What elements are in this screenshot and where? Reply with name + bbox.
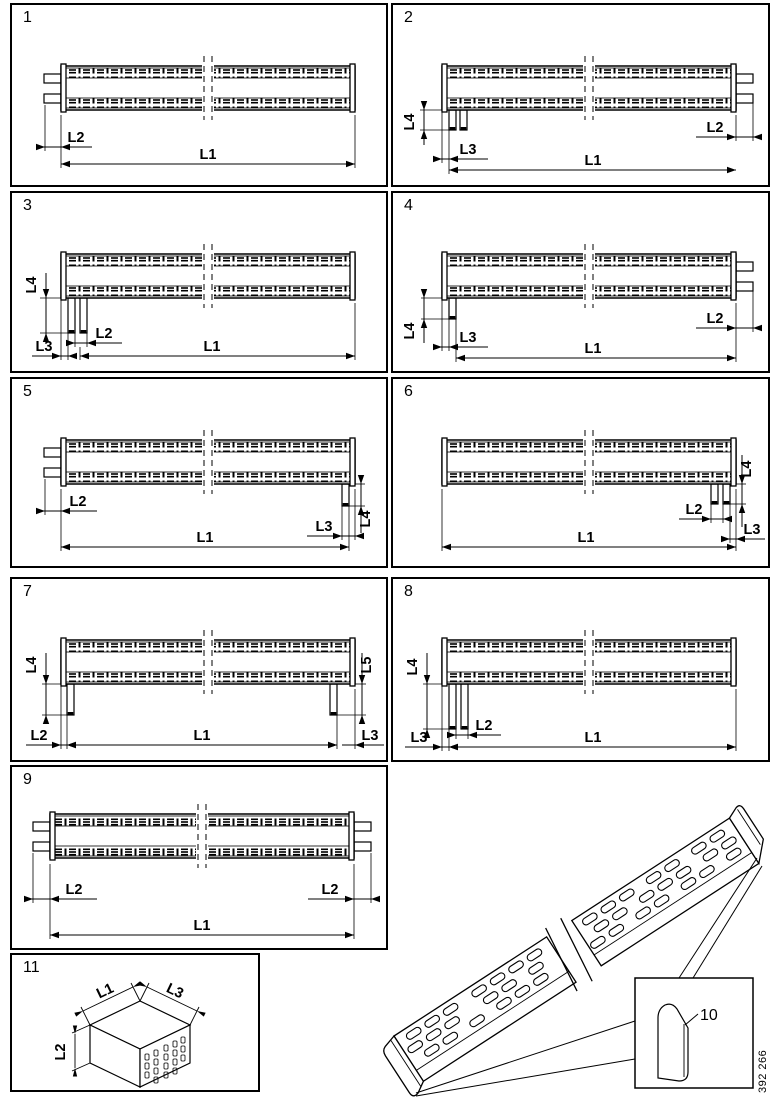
end-cap-left xyxy=(61,438,66,486)
down-pin xyxy=(449,684,456,729)
down-pin xyxy=(80,298,87,333)
panel-number-11: 11 xyxy=(23,959,40,976)
end-cap-left xyxy=(442,252,447,300)
side-pin-right xyxy=(736,94,753,103)
panel-8 xyxy=(391,577,770,762)
dim-label-l1: L1 xyxy=(584,730,602,746)
dim-label-l3: L3 xyxy=(315,519,333,535)
panel-number-6: 6 xyxy=(404,383,413,400)
side-pin-left xyxy=(33,842,50,851)
dim-label-l4: L4 xyxy=(402,322,418,340)
down-pin-tip xyxy=(68,712,74,715)
end-cap-left xyxy=(442,438,447,486)
arrowhead xyxy=(80,353,89,359)
busbar-body xyxy=(442,56,753,130)
busbar-perspective-view xyxy=(380,790,778,1100)
side-pin-right xyxy=(736,74,753,83)
down-pin xyxy=(68,298,75,333)
arrowhead xyxy=(50,932,59,938)
busbar-body xyxy=(442,430,736,504)
side-pin-left xyxy=(44,94,61,103)
side-pin-left xyxy=(44,74,61,83)
busbar-variant-9-drawing xyxy=(12,767,386,948)
down-pin xyxy=(461,684,468,729)
busbar-variant-8-drawing xyxy=(393,579,768,760)
dim-label-l3: L3 xyxy=(459,330,477,346)
busbar-variant-5-drawing xyxy=(12,379,386,566)
arrowhead xyxy=(449,744,458,750)
panel-7 xyxy=(10,577,388,762)
arrowhead xyxy=(52,353,61,359)
down-pin-tip xyxy=(450,127,456,130)
arrowhead xyxy=(421,130,427,139)
drawing-number: 392 266 xyxy=(757,1049,769,1093)
arrowhead xyxy=(36,508,45,514)
dim-label-l2: L2 xyxy=(53,1043,69,1061)
dim-label-l2: L2 xyxy=(475,718,493,734)
dim-label-l3: L3 xyxy=(410,730,428,746)
panel-2 xyxy=(391,3,770,187)
inset-detail-box xyxy=(635,978,753,1088)
end-cap-left xyxy=(61,252,66,300)
arrowhead xyxy=(421,289,427,298)
dim-label-l1: L1 xyxy=(193,918,211,934)
arrowhead xyxy=(359,715,365,724)
dim-label-l1: L1 xyxy=(199,147,217,163)
arrowhead xyxy=(449,156,458,162)
end-cap-left xyxy=(442,638,447,686)
arrowhead xyxy=(449,167,458,173)
busbar-body xyxy=(33,804,371,868)
arrowhead xyxy=(753,134,762,140)
panel-9 xyxy=(10,765,388,950)
arrowhead xyxy=(36,144,45,150)
end-cap-right xyxy=(731,252,736,300)
panel-number-9: 9 xyxy=(23,771,32,788)
busbar-variant-7-drawing xyxy=(12,579,386,760)
down-pin-tip xyxy=(462,726,468,729)
down-pin-tip xyxy=(450,316,456,319)
end-block-iso-drawing xyxy=(12,955,258,1090)
arrowhead xyxy=(340,544,349,550)
dim-label-l5: L5 xyxy=(359,656,375,674)
arrowhead xyxy=(421,319,427,328)
panel-5 xyxy=(10,377,388,568)
busbar-variant-3-drawing xyxy=(12,193,386,371)
dim-label-l1: L1 xyxy=(203,339,221,355)
arrowhead xyxy=(421,101,427,110)
end-cap-left xyxy=(61,64,66,112)
arrowhead xyxy=(43,675,49,684)
end-cap-right xyxy=(731,64,736,112)
arrowhead xyxy=(702,516,711,522)
arrowhead xyxy=(727,355,736,361)
down-pin-tip xyxy=(343,503,349,506)
busbar-segment-1 xyxy=(394,937,576,1081)
dim-label-l1: L1 xyxy=(584,341,602,357)
arrowhead xyxy=(727,325,736,331)
arrowhead xyxy=(355,533,364,539)
arrowhead xyxy=(66,340,75,346)
end-cap-left xyxy=(50,812,55,860)
side-pin-left xyxy=(44,468,61,477)
arrowhead xyxy=(345,932,354,938)
arrowhead xyxy=(346,161,355,167)
arrowhead xyxy=(739,504,745,513)
busbar-body xyxy=(442,244,753,319)
end-cap-left xyxy=(442,64,447,112)
busbar-body xyxy=(61,244,355,333)
panel-number-2: 2 xyxy=(404,9,413,26)
dim-label-l4: L4 xyxy=(405,658,421,676)
arrowhead xyxy=(52,742,61,748)
down-pin xyxy=(330,684,337,715)
arrowhead xyxy=(721,536,730,542)
dim-label-l3: L3 xyxy=(743,522,761,538)
callout-number-10: 10 xyxy=(700,1007,718,1024)
down-pin xyxy=(67,684,74,715)
end-cap-right xyxy=(350,638,355,686)
arrowhead xyxy=(727,134,736,140)
panel-number-5: 5 xyxy=(23,383,32,400)
dim-label-l2: L2 xyxy=(95,326,113,342)
dim-label-l2: L2 xyxy=(706,120,724,136)
down-pin-tip xyxy=(461,127,467,130)
down-pin-tip xyxy=(69,330,75,333)
dim-label-l2a: L2 xyxy=(65,882,83,898)
arrowhead xyxy=(50,896,59,902)
dim-label-l2b: L2 xyxy=(321,882,339,898)
dim-label-l1: L1 xyxy=(196,530,214,546)
arrowhead xyxy=(358,475,364,484)
dim-label-l2: L2 xyxy=(69,494,87,510)
panel-6 xyxy=(391,377,770,568)
arrowhead xyxy=(24,896,33,902)
arrowhead xyxy=(43,715,49,724)
arrowhead xyxy=(433,156,442,162)
arrowhead xyxy=(433,744,442,750)
panel-number-8: 8 xyxy=(404,583,413,600)
arrowhead xyxy=(68,353,77,359)
busbar-variant-1-drawing xyxy=(12,5,386,185)
arrowhead xyxy=(424,675,430,684)
down-pin-tip xyxy=(331,712,337,715)
arrowhead xyxy=(447,732,456,738)
end-cap-right xyxy=(350,64,355,112)
arrowhead xyxy=(43,289,49,298)
dim-label-l2: L2 xyxy=(706,311,724,327)
side-pin-right xyxy=(736,262,753,271)
dim-label-l2: L2 xyxy=(30,728,48,744)
panel-number-4: 4 xyxy=(404,197,413,214)
arrowhead xyxy=(61,544,70,550)
arrowhead xyxy=(449,344,458,350)
side-pin-right xyxy=(354,822,371,831)
dim-label-l2: L2 xyxy=(685,502,703,518)
dim-label-l4: L4 xyxy=(24,276,40,294)
side-pin-left xyxy=(44,448,61,457)
dim-label-l4: L4 xyxy=(358,510,374,528)
arrowhead xyxy=(433,344,442,350)
dim-label-l3: L3 xyxy=(35,339,53,355)
busbar-body xyxy=(44,430,355,506)
dim-label-l4: L4 xyxy=(402,113,418,131)
arrowhead xyxy=(67,742,76,748)
dim-label-l4: L4 xyxy=(739,460,755,478)
busbar-body xyxy=(61,630,355,715)
dim-label-l1: L1 xyxy=(193,728,211,744)
down-pin xyxy=(342,484,349,506)
busbar-body xyxy=(44,56,355,120)
dim-label-l1: L1 xyxy=(584,153,602,169)
panel-4 xyxy=(391,191,770,373)
panel-number-3: 3 xyxy=(23,197,32,214)
side-pin-right xyxy=(736,282,753,291)
arrowhead xyxy=(456,355,465,361)
arrowhead xyxy=(723,516,732,522)
arrowhead xyxy=(371,896,380,902)
arrowhead xyxy=(333,533,342,539)
dim-label-l3: L3 xyxy=(361,728,379,744)
arrowhead xyxy=(61,161,70,167)
arrowhead xyxy=(442,544,451,550)
down-pin xyxy=(449,298,456,319)
busbar-variant-6-drawing xyxy=(393,379,768,566)
busbar-variant-4-drawing xyxy=(393,193,768,371)
arrowhead xyxy=(727,744,736,750)
arrowhead xyxy=(727,167,736,173)
arrowhead xyxy=(359,675,365,684)
down-pin-tip xyxy=(724,501,730,504)
busbar-variant-2-drawing xyxy=(393,5,768,185)
dim-label-l2: L2 xyxy=(67,130,85,146)
end-cap-left xyxy=(61,638,66,686)
down-pin-tip xyxy=(81,330,87,333)
busbar-body xyxy=(442,630,736,729)
side-pin-left xyxy=(33,822,50,831)
panel-1 xyxy=(10,3,388,187)
panel-11 xyxy=(10,953,260,1092)
dim-label-l3: L3 xyxy=(459,142,477,158)
dim-label-l4: L4 xyxy=(24,656,40,674)
end-cap-right xyxy=(731,438,736,486)
arrowhead xyxy=(346,353,355,359)
arrowhead xyxy=(753,325,762,331)
down-pin-tip xyxy=(712,501,718,504)
dim-label-l3: L3 xyxy=(163,980,186,1003)
panel-3 xyxy=(10,191,388,373)
dim-label-l1: L1 xyxy=(94,980,117,1003)
end-cap-right xyxy=(350,438,355,486)
panel-number-7: 7 xyxy=(23,583,32,600)
arrowhead xyxy=(345,896,354,902)
arrowhead xyxy=(328,742,337,748)
panel-number-1: 1 xyxy=(23,9,32,26)
dim-label-l1: L1 xyxy=(577,530,595,546)
side-pin-right xyxy=(354,842,371,851)
end-cap-right xyxy=(350,252,355,300)
end-cap-right xyxy=(349,812,354,860)
arrowhead xyxy=(727,544,736,550)
end-cap-right xyxy=(731,638,736,686)
down-pin-tip xyxy=(450,726,456,729)
